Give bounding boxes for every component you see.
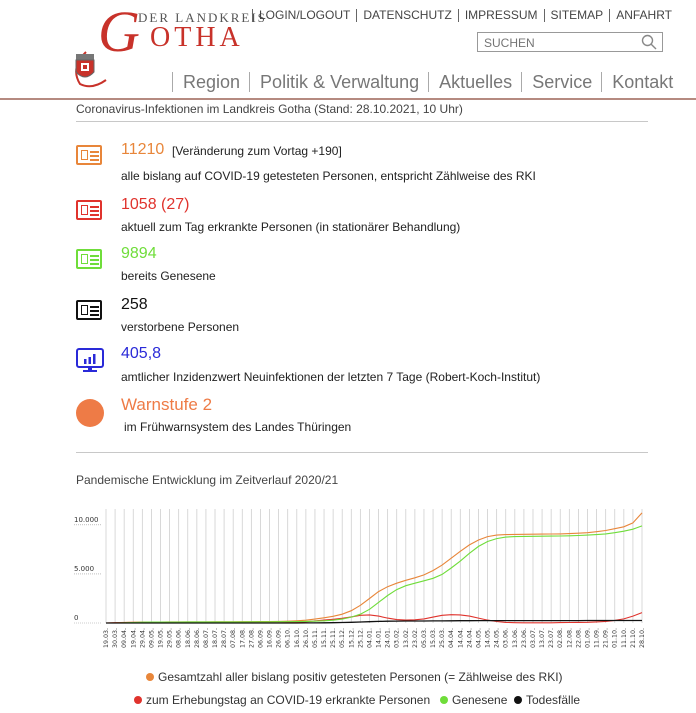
active-cases-value: 1058 (27) bbox=[121, 196, 190, 213]
x-tick-label: 30.03. bbox=[112, 628, 120, 649]
search-input[interactable] bbox=[484, 35, 634, 51]
id-card-icon bbox=[76, 300, 102, 320]
sitemap-link[interactable]: SITEMAP bbox=[544, 9, 610, 22]
chart-title: Pandemische Entwicklung im Zeitverlauf 2020/21 bbox=[76, 473, 339, 487]
x-tick-label: 24.04. bbox=[466, 628, 474, 649]
x-tick-label: 13.02. bbox=[402, 628, 410, 649]
x-tick-label: 25.11. bbox=[330, 628, 338, 649]
x-tick-label: 06.09. bbox=[257, 628, 265, 649]
x-tick-label: 14.04. bbox=[457, 628, 465, 649]
divider bbox=[76, 121, 648, 122]
main-nav bbox=[172, 72, 682, 92]
x-tick-label: 23.07. bbox=[548, 628, 556, 649]
x-tick-label: 25.12. bbox=[357, 628, 365, 649]
x-tick-label: 23.06. bbox=[520, 628, 528, 649]
x-tick-label: 13.07. bbox=[539, 628, 547, 649]
x-tick-label: 11.09. bbox=[593, 628, 601, 649]
top-links bbox=[252, 9, 678, 22]
coat-of-arms-icon[interactable] bbox=[66, 50, 110, 88]
x-tick-label: 24.01. bbox=[384, 628, 392, 649]
id-card-icon bbox=[76, 145, 102, 165]
recovered-value: 9894 bbox=[121, 245, 157, 262]
x-tick-label: 07.08. bbox=[230, 628, 238, 649]
x-tick-label: 18.06. bbox=[184, 628, 192, 649]
x-tick-label: 23.02. bbox=[411, 628, 419, 649]
x-tick-label: 14.05. bbox=[484, 628, 492, 649]
x-axis bbox=[103, 628, 646, 648]
deaths-label: verstorbene Personen bbox=[121, 320, 240, 334]
login-logout-link[interactable]: LOGIN/LOGOUT bbox=[252, 9, 356, 22]
legend-dot-black bbox=[514, 696, 522, 704]
x-tick-label: 11.10. bbox=[620, 628, 628, 649]
x-tick-label: 15.12. bbox=[348, 628, 356, 649]
x-tick-label: 06.10. bbox=[284, 628, 292, 649]
nav-aktuelles[interactable]: Aktuelles bbox=[428, 72, 521, 92]
x-tick-label: 04.01. bbox=[366, 628, 374, 649]
legend-label: Todesfälle bbox=[526, 693, 581, 707]
x-tick-label: 04.05. bbox=[475, 628, 483, 649]
x-tick-label: 14.01. bbox=[375, 628, 383, 649]
recovered-label: bereits Genesene bbox=[121, 269, 216, 283]
series-line-2 bbox=[106, 526, 642, 623]
y-tick-label: 5.000 bbox=[74, 564, 95, 573]
chart-lines bbox=[106, 513, 642, 623]
x-tick-label: 21.10. bbox=[629, 628, 637, 649]
total-cases-change: [Veränderung zum Vortag +190] bbox=[172, 144, 342, 158]
x-tick-label: 22.08. bbox=[575, 628, 583, 649]
x-tick-label: 08.07. bbox=[202, 628, 210, 649]
x-tick-label: 28.10. bbox=[639, 628, 646, 649]
search-box bbox=[477, 32, 663, 52]
x-tick-label: 26.09. bbox=[275, 628, 283, 649]
x-tick-label: 13.06. bbox=[511, 628, 519, 649]
legend-dot-green bbox=[440, 696, 448, 704]
x-tick-label: 29.05. bbox=[166, 628, 174, 649]
legend-label: Genesene bbox=[452, 693, 508, 707]
logo-top-text: DER LANDKREIS bbox=[138, 10, 267, 25]
x-tick-label: 15.03. bbox=[430, 628, 438, 649]
active-cases-label: aktuell zum Tag erkrankte Personen (in stationärer Behandlung) bbox=[121, 220, 461, 234]
nav-kontakt[interactable]: Kontakt bbox=[601, 72, 682, 92]
x-tick-label: 27.08. bbox=[248, 628, 256, 649]
x-tick-label: 03.07. bbox=[529, 628, 537, 649]
monitor-chart-icon bbox=[76, 348, 104, 374]
x-tick-label: 24.05. bbox=[493, 628, 501, 649]
legend-item-gesamt[interactable] bbox=[146, 670, 563, 684]
logo-wordmark: OTHA bbox=[150, 22, 244, 53]
legend-dot-orange bbox=[146, 673, 154, 681]
x-tick-label: 03.02. bbox=[393, 628, 401, 649]
x-tick-label: 09.04. bbox=[121, 628, 129, 649]
x-tick-label: 28.06. bbox=[193, 628, 201, 649]
x-tick-label: 08.06. bbox=[175, 628, 183, 649]
orange-circle-icon bbox=[76, 399, 104, 427]
legend-dot-red bbox=[134, 696, 142, 704]
anfahrt-link[interactable]: ANFAHRT bbox=[609, 9, 678, 22]
total-cases-value: 11210 bbox=[121, 141, 165, 158]
x-tick-label: 02.08. bbox=[557, 628, 565, 649]
id-card-icon bbox=[76, 249, 102, 269]
header-divider bbox=[0, 98, 696, 100]
logo-initial: G bbox=[98, 0, 140, 64]
y-tick-label: 10.000 bbox=[74, 515, 99, 524]
id-card-icon bbox=[76, 200, 102, 220]
legend-item-todesfaelle[interactable] bbox=[514, 693, 580, 707]
x-tick-label: 29.04. bbox=[139, 628, 147, 649]
nav-politik-verwaltung[interactable]: Politik & Verwaltung bbox=[249, 72, 428, 92]
x-tick-label: 04.04. bbox=[448, 628, 456, 649]
y-axis bbox=[74, 516, 102, 623]
warning-level-label: im Frühwarnsystem des Landes Thüringen bbox=[124, 420, 352, 434]
x-tick-label: 09.05. bbox=[148, 628, 156, 649]
x-tick-label: 12.08. bbox=[566, 628, 574, 649]
warning-level-value: Warnstufe 2 bbox=[121, 395, 213, 414]
x-tick-label: 05.11. bbox=[311, 628, 319, 649]
x-tick-label: 18.07. bbox=[212, 628, 220, 649]
search-icon[interactable] bbox=[641, 34, 657, 50]
legend-label: zum Erhebungstag an COVID-19 erkrankte Personen bbox=[146, 693, 431, 707]
pandemic-line-chart bbox=[70, 505, 650, 665]
x-tick-label: 19.04. bbox=[130, 628, 138, 649]
x-tick-label: 05.03. bbox=[420, 628, 428, 649]
divider bbox=[76, 452, 648, 453]
legend-label: Gesamtzahl aller bislang positiv getesteten Personen (= Zählweise des RKI) bbox=[158, 670, 563, 684]
x-tick-label: 19.03. bbox=[103, 628, 110, 649]
x-tick-label: 17.08. bbox=[239, 628, 247, 649]
x-tick-label: 16.10. bbox=[293, 628, 301, 649]
x-tick-label: 05.12. bbox=[339, 628, 347, 649]
incidence-value: 405,8 bbox=[121, 345, 162, 362]
x-tick-label: 16.09. bbox=[266, 628, 274, 649]
x-tick-label: 28.07. bbox=[221, 628, 229, 649]
page-subtitle: Coronavirus-Infektionen im Landkreis Gotha (Stand: 28.10.2021, 10 Uhr) bbox=[76, 102, 463, 116]
impressum-link[interactable]: IMPRESSUM bbox=[458, 9, 544, 22]
x-tick-label: 21.09. bbox=[602, 628, 610, 649]
x-tick-label: 19.05. bbox=[157, 628, 165, 649]
nav-region[interactable]: Region bbox=[172, 72, 249, 92]
total-cases-label: alle bislang auf COVID-19 getesteten Personen, entspricht Zählweise des RKI bbox=[121, 169, 536, 183]
y-tick-label: 0 bbox=[74, 614, 79, 622]
legend-item-genesene[interactable] bbox=[440, 693, 507, 707]
x-tick-label: 01.10. bbox=[611, 628, 619, 649]
x-tick-label: 25.03. bbox=[439, 628, 447, 649]
x-tick-label: 15.11. bbox=[321, 628, 329, 649]
incidence-label: amtlicher Inzidenzwert Neuinfektionen der letzten 7 Tage (Robert-Koch-Institut) bbox=[121, 370, 541, 384]
x-tick-label: 26.10. bbox=[302, 628, 310, 649]
deaths-value: 258 bbox=[121, 296, 148, 313]
datenschutz-link[interactable]: DATENSCHUTZ bbox=[356, 9, 457, 22]
x-tick-label: 01.09. bbox=[584, 628, 592, 649]
x-tick-label: 03.06. bbox=[502, 628, 510, 649]
nav-service[interactable]: Service bbox=[521, 72, 601, 92]
legend-item-erkrankt[interactable] bbox=[134, 693, 430, 707]
